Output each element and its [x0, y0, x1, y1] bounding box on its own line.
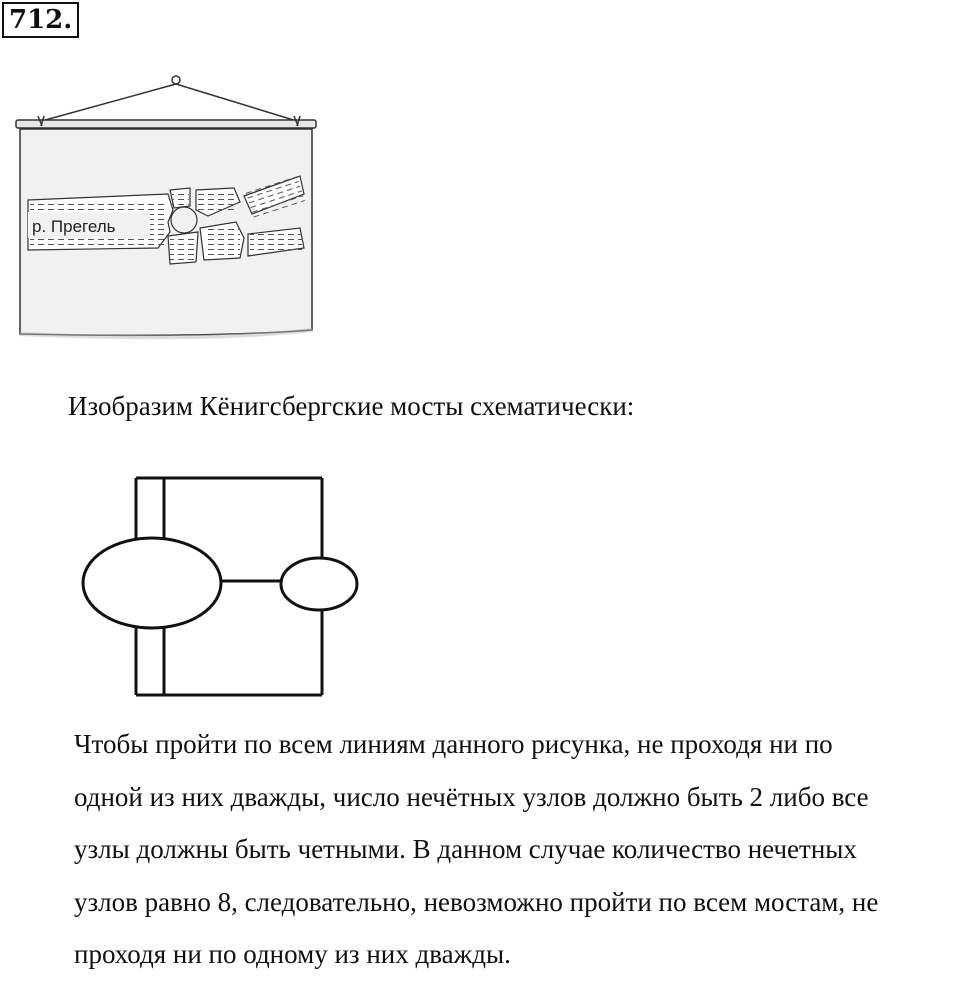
- solution-line: Чтобы пройти по всем линиям данного рисунка, не проходя ни по: [74, 729, 833, 759]
- intro-text: Изобразим Кёнигсбергские мосты схематически:: [68, 391, 635, 421]
- solution-line: узлы должны быть четными. В данном случае количество нечетных: [74, 834, 857, 864]
- small-island-node: [281, 558, 357, 610]
- solution-line: проходя ни по одному из них дважды.: [74, 939, 511, 969]
- poster-hanger: [38, 76, 300, 122]
- poster-rod: [16, 120, 316, 128]
- problem-number: 712.: [2, 2, 79, 38]
- koenigsberg-map-poster: [8, 72, 328, 352]
- solution-line: одной из них дважды, число нечётных узлов должно быть 2 либо все: [74, 781, 869, 812]
- big-island-node: [83, 538, 221, 628]
- solution-paragraph: [74, 718, 958, 981]
- river-label: р. Прегель: [32, 217, 116, 236]
- solution-line: узлов равно 8, следовательно, невозможно пройти по всем мостам, не: [74, 886, 879, 917]
- bridges-scheme-diagram: [70, 470, 370, 705]
